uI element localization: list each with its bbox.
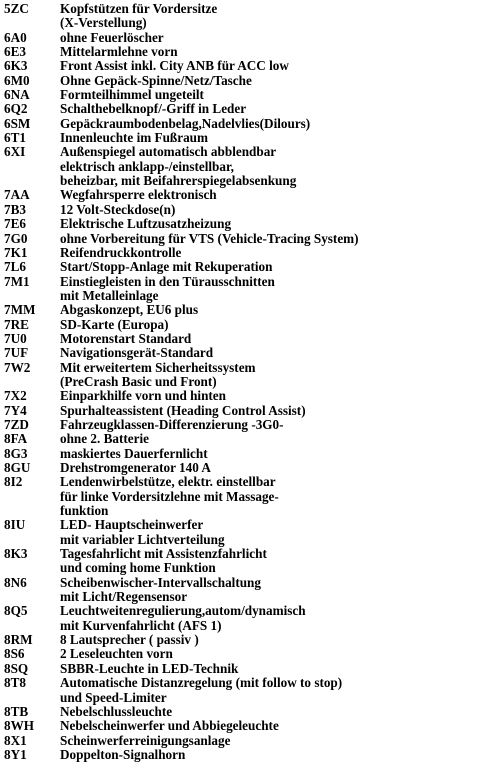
option-description bbox=[60, 59, 478, 73]
description-line: Gepäckraumbodenbelag,Nadelvlies(Dilours) bbox=[60, 115, 311, 131]
option-description bbox=[60, 662, 478, 676]
description-line: Abgaskonzept, EU6 plus bbox=[60, 302, 199, 318]
option-description bbox=[60, 361, 478, 390]
option-description bbox=[60, 332, 478, 346]
option-code-list bbox=[4, 2, 478, 762]
option-row bbox=[4, 102, 478, 116]
option-description bbox=[60, 518, 478, 547]
option-row bbox=[4, 246, 478, 260]
option-description bbox=[60, 633, 478, 647]
option-row bbox=[4, 748, 478, 762]
description-line: elektrisch anklapp-/einstellbar, bbox=[60, 158, 234, 174]
description-line: Einstiegleisten in den Türausschnitten bbox=[60, 273, 275, 289]
option-row bbox=[4, 461, 478, 475]
option-description bbox=[60, 102, 478, 116]
option-code: 7G0 bbox=[4, 230, 28, 246]
option-row bbox=[4, 45, 478, 59]
description-line: Tagesfahrlicht mit Assistenzfahrlicht bbox=[60, 546, 267, 562]
option-description bbox=[60, 461, 478, 475]
option-row bbox=[4, 604, 478, 633]
option-description bbox=[60, 676, 478, 705]
option-description bbox=[60, 88, 478, 102]
description-line: Automatische Distanzregelung (mit follow to stop) bbox=[60, 675, 343, 691]
option-description bbox=[60, 734, 478, 748]
description-line: ohne Feuerlöscher bbox=[60, 29, 164, 45]
option-code: 7AA bbox=[4, 187, 30, 203]
option-row bbox=[4, 74, 478, 88]
option-row bbox=[4, 59, 478, 73]
option-row bbox=[4, 389, 478, 403]
description-line: SD-Karte (Europa) bbox=[60, 316, 169, 332]
option-description bbox=[60, 260, 478, 274]
option-description bbox=[60, 404, 478, 418]
description-line: (X-Verstellung) bbox=[60, 15, 147, 31]
option-row bbox=[4, 447, 478, 461]
option-row bbox=[4, 260, 478, 274]
description-line: Scheinwerferreinigungsanlage bbox=[60, 732, 231, 748]
option-description bbox=[60, 145, 478, 188]
description-line: Schalthebelknopf/-Griff in Leder bbox=[60, 101, 247, 117]
description-line: mit Licht/Regensensor bbox=[60, 589, 188, 605]
option-code: 6SM bbox=[4, 115, 31, 131]
option-description bbox=[60, 576, 478, 605]
option-code: 7U0 bbox=[4, 330, 27, 346]
description-line: ohne 2. Batterie bbox=[60, 431, 149, 447]
option-code: 8GU bbox=[4, 460, 31, 475]
description-line: und coming home Funktion bbox=[60, 560, 216, 576]
option-code: 7UF bbox=[4, 345, 29, 361]
description-line: Nebelscheinwerfer und Abbiegeleuchte bbox=[60, 718, 279, 734]
option-code: 8WH bbox=[4, 718, 35, 734]
description-line: Reifendruckkontrolle bbox=[60, 244, 182, 260]
option-description bbox=[60, 45, 478, 59]
description-line: Innenleuchte im Fußraum bbox=[60, 130, 209, 146]
description-line: Kopfstützen für Vordersitze bbox=[60, 1, 218, 16]
option-row bbox=[4, 404, 478, 418]
description-line: SBBR-Leuchte in LED-Technik bbox=[60, 660, 239, 676]
description-line: Einparkhilfe vorn und hinten bbox=[60, 388, 226, 404]
option-row bbox=[4, 547, 478, 576]
option-code: 8K3 bbox=[4, 546, 28, 562]
description-line: Scheibenwischer-Intervallschaltung bbox=[60, 574, 261, 590]
option-description bbox=[60, 418, 478, 432]
option-description bbox=[60, 547, 478, 576]
option-row bbox=[4, 518, 478, 547]
option-description bbox=[60, 705, 478, 719]
option-row bbox=[4, 418, 478, 432]
option-code: 8IU bbox=[4, 517, 26, 533]
description-line: beheizbar, mit Beifahrerspiegelabsenkung bbox=[60, 173, 297, 189]
option-description bbox=[60, 217, 478, 231]
option-description bbox=[60, 131, 478, 145]
option-row bbox=[4, 31, 478, 45]
option-description bbox=[60, 318, 478, 332]
description-line: und Speed-Limiter bbox=[60, 689, 167, 705]
description-line: Lendenwirbelstütze, elektr. einstellbar bbox=[60, 474, 276, 490]
option-description bbox=[60, 389, 478, 403]
option-row bbox=[4, 232, 478, 246]
option-row bbox=[4, 633, 478, 647]
option-row bbox=[4, 275, 478, 304]
description-line: funktion bbox=[60, 503, 109, 519]
option-description bbox=[60, 647, 478, 661]
description-line: Leuchtweitenregulierung,autom/dynamisch bbox=[60, 603, 306, 619]
option-code: 8G3 bbox=[4, 445, 28, 461]
option-code: 6M0 bbox=[4, 72, 30, 88]
option-description bbox=[60, 748, 478, 762]
option-code: 8SQ bbox=[4, 660, 29, 676]
option-code: 6T1 bbox=[4, 130, 26, 146]
option-row bbox=[4, 432, 478, 446]
option-code: 7ZD bbox=[4, 416, 29, 432]
option-code: 8Q5 bbox=[4, 603, 28, 619]
option-row bbox=[4, 188, 478, 202]
option-description bbox=[60, 432, 478, 446]
description-line: 8 Lautsprecher ( passiv ) bbox=[60, 632, 199, 648]
option-row bbox=[4, 719, 478, 733]
option-description bbox=[60, 232, 478, 246]
option-row bbox=[4, 662, 478, 676]
option-row bbox=[4, 705, 478, 719]
description-line: 12 Volt-Steckdose(n) bbox=[60, 201, 176, 217]
option-description bbox=[60, 275, 478, 304]
option-row bbox=[4, 88, 478, 102]
description-line: mit Kurvenfahrlicht (AFS 1) bbox=[60, 617, 222, 633]
option-row bbox=[4, 203, 478, 217]
description-line: Wegfahrsperre elektronisch bbox=[60, 187, 217, 203]
option-row bbox=[4, 217, 478, 231]
description-line: Ohne Gepäck-Spinne/Netz/Tasche bbox=[60, 72, 252, 88]
option-code: 6K3 bbox=[4, 58, 28, 74]
option-code: 8N6 bbox=[4, 574, 27, 590]
option-code: 7MM bbox=[4, 302, 36, 318]
option-code: 7B3 bbox=[4, 201, 26, 217]
description-line: Nebelschlussleuchte bbox=[60, 703, 173, 719]
description-line: Doppelton-Signalhorn bbox=[60, 746, 186, 762]
option-code: 7RE bbox=[4, 316, 29, 332]
option-description bbox=[60, 31, 478, 45]
option-code: 7M1 bbox=[4, 273, 30, 289]
option-code: 7Y4 bbox=[4, 402, 27, 418]
option-row bbox=[4, 361, 478, 390]
description-line: maskiertes Dauerfernlicht bbox=[60, 445, 208, 461]
description-line: Fahrzeugklassen-Differenzierung -3G0- bbox=[60, 416, 284, 432]
option-row bbox=[4, 303, 478, 317]
option-row bbox=[4, 346, 478, 360]
option-code: 8Y1 bbox=[4, 746, 27, 762]
option-description bbox=[60, 447, 478, 461]
option-code: 7L6 bbox=[4, 259, 26, 275]
option-code: 5ZC bbox=[4, 1, 29, 16]
option-code: 6NA bbox=[4, 87, 30, 103]
option-description bbox=[60, 719, 478, 733]
option-row bbox=[4, 131, 478, 145]
option-row bbox=[4, 576, 478, 605]
option-description bbox=[60, 346, 478, 360]
option-description bbox=[60, 303, 478, 317]
option-row bbox=[4, 475, 478, 518]
description-line: mit variabler Lichtverteilung bbox=[60, 531, 225, 547]
description-line: Spurhalteassistent (Heading Control Assist) bbox=[60, 402, 306, 418]
description-line: Drehstromgenerator 140 A bbox=[60, 460, 211, 475]
option-code: 6A0 bbox=[4, 29, 27, 45]
description-line: Formteilhimmel ungeteilt bbox=[60, 87, 204, 103]
description-line: LED- Hauptscheinwerfer bbox=[60, 517, 204, 533]
option-code: 8T8 bbox=[4, 675, 26, 691]
description-line: Start/Stopp-Anlage mit Rekuperation bbox=[60, 259, 273, 275]
description-line: Mit erweitertem Sicherheitssystem bbox=[60, 359, 256, 375]
option-row bbox=[4, 734, 478, 748]
option-row bbox=[4, 145, 478, 188]
option-row bbox=[4, 318, 478, 332]
description-line: (PreCrash Basic und Front) bbox=[60, 373, 217, 389]
option-row bbox=[4, 2, 478, 31]
description-line: Front Assist inkl. City ANB für ACC low bbox=[60, 58, 289, 74]
option-code: 8I2 bbox=[4, 474, 23, 490]
option-code: 8TB bbox=[4, 703, 29, 719]
option-code: 7E6 bbox=[4, 216, 26, 232]
description-line: Außenspiegel automatisch abblendbar bbox=[60, 144, 277, 160]
option-row bbox=[4, 332, 478, 346]
description-line: für linke Vordersitzlehne mit Massage- bbox=[60, 488, 279, 504]
description-line: Motorenstart Standard bbox=[60, 330, 192, 346]
option-row bbox=[4, 117, 478, 131]
option-code: 7X2 bbox=[4, 388, 27, 404]
option-code: 7K1 bbox=[4, 244, 28, 260]
description-line: ohne Vorbereitung für VTS (Vehicle-Tracing System) bbox=[60, 230, 359, 246]
option-row bbox=[4, 647, 478, 661]
option-description bbox=[60, 475, 478, 518]
description-line: 2 Leseleuchten vorn bbox=[60, 646, 173, 662]
option-description bbox=[60, 2, 478, 31]
option-code: 7W2 bbox=[4, 359, 31, 375]
option-row bbox=[4, 676, 478, 705]
option-description bbox=[60, 604, 478, 633]
option-description bbox=[60, 246, 478, 260]
option-code: 8FA bbox=[4, 431, 28, 447]
option-description bbox=[60, 74, 478, 88]
option-code: 8S6 bbox=[4, 646, 25, 662]
option-code: 6E3 bbox=[4, 44, 26, 60]
option-description bbox=[60, 188, 478, 202]
description-line: mit Metalleinlage bbox=[60, 287, 159, 303]
option-description bbox=[60, 117, 478, 131]
option-description bbox=[60, 203, 478, 217]
option-code: 8RM bbox=[4, 632, 33, 648]
option-code: 8X1 bbox=[4, 732, 27, 748]
description-line: Elektrische Luftzusatzheizung bbox=[60, 216, 232, 232]
option-code: 6XI bbox=[4, 144, 26, 160]
description-line: Navigationsgerät-Standard bbox=[60, 345, 214, 361]
option-code: 6Q2 bbox=[4, 101, 28, 117]
description-line: Mittelarmlehne vorn bbox=[60, 44, 178, 60]
